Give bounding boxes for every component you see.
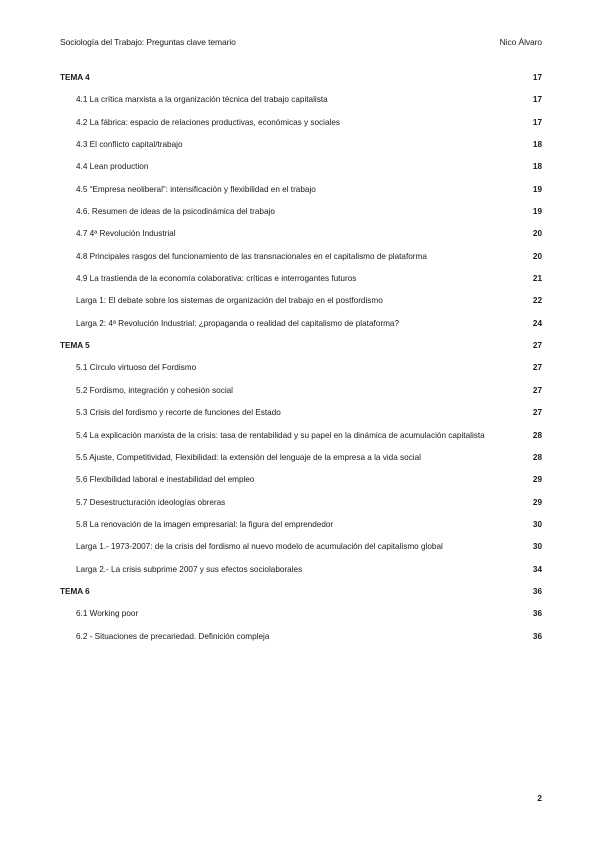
toc-entry-title: 4.4 Lean production xyxy=(76,162,149,172)
toc-entry-title: 5.3 Crisis del fordismo y recorte de funciones del Estado xyxy=(76,408,281,418)
toc-entry-page: 18 xyxy=(532,162,542,172)
toc-entry-title: 4.3 El conflicto capital/trabajo xyxy=(76,140,183,150)
toc-entry[interactable] xyxy=(60,609,542,631)
toc-entry-page: 27 xyxy=(532,385,542,395)
toc-entry-page: 34 xyxy=(532,564,542,574)
toc-heading[interactable] xyxy=(60,587,542,609)
toc-entry[interactable] xyxy=(60,475,542,497)
toc-entry-title: 5.1 Círculo virtuoso del Fordismo xyxy=(76,363,197,373)
toc-entry-page: 20 xyxy=(532,251,542,261)
toc-entry-title: Larga 2.- La crisis subprime 2007 y sus efectos sociolaborales xyxy=(76,564,303,574)
toc-entry-title: 4.9 La trastienda de la economía colaborativa: críticas e interrogantes futuros xyxy=(76,274,357,284)
toc-entry-title: 4.2 La fábrica: espacio de relaciones productivas, económicas y sociales xyxy=(76,117,340,127)
toc-entry[interactable] xyxy=(60,207,542,229)
header-author: Nico Álvaro xyxy=(499,37,542,47)
toc-entry-title: 5.6 Flexibilidad laboral e inestabilidad del empleo xyxy=(76,475,255,485)
toc-entry-title: TEMA 4 xyxy=(60,73,90,82)
toc-entry[interactable] xyxy=(60,319,542,341)
toc-entry[interactable] xyxy=(60,185,542,207)
toc-entry-page: 36 xyxy=(532,586,542,596)
toc-entry-title: 5.4 La explicación marxista de la crisis: tasa de rentabilidad y su papel en la dinámica de acumulación capitalista xyxy=(76,430,485,440)
header-title: Sociología del Trabajo: Preguntas clave temario xyxy=(60,37,236,47)
toc-entry-page: 30 xyxy=(532,519,542,529)
toc-entry-title: TEMA 6 xyxy=(60,586,90,596)
toc-entry[interactable] xyxy=(60,453,542,475)
table-of-contents xyxy=(60,73,542,654)
toc-entry-title: 6.2 - Situaciones de precariedad. Definición compleja xyxy=(76,631,270,641)
toc-entry-title: 5.5 Ajuste, Competitividad, Flexibilidad: la extensión del lenguaje de la empresa a la vida social xyxy=(76,452,421,462)
toc-entry[interactable] xyxy=(60,520,542,542)
toc-entry-title: 4.5 “Empresa neoliberal”: intensificación y flexibilidad en el trabajo xyxy=(76,184,316,194)
toc-entry-page: 27 xyxy=(532,408,542,418)
toc-entry-title: Larga 1: El debate sobre los sistemas de organización del trabajo en el postfordismo xyxy=(76,296,383,306)
toc-entry-page: 29 xyxy=(532,497,542,507)
toc-entry[interactable] xyxy=(60,565,542,587)
toc-entry-page: 19 xyxy=(532,207,542,217)
toc-entry[interactable] xyxy=(60,386,542,408)
toc-heading[interactable] xyxy=(60,341,542,363)
page-number: 2 xyxy=(537,793,542,803)
toc-entry-title: 5.8 La renovación de la imagen empresarial: la figura del emprendedor xyxy=(76,519,334,529)
toc-entry[interactable] xyxy=(60,408,542,430)
toc-entry-page: 19 xyxy=(532,184,542,194)
toc-entry-page: 28 xyxy=(532,452,542,462)
toc-entry-page: 27 xyxy=(532,341,542,351)
toc-entry[interactable] xyxy=(60,296,542,318)
toc-entry[interactable] xyxy=(60,229,542,251)
toc-entry[interactable] xyxy=(60,632,542,654)
toc-entry-page: 18 xyxy=(532,140,542,150)
toc-entry[interactable] xyxy=(60,498,542,520)
toc-entry-title: 4.1 La crítica marxista a la organización técnica del trabajo capitalista xyxy=(76,95,328,105)
toc-entry[interactable] xyxy=(60,118,542,140)
toc-entry-page: 27 xyxy=(532,363,542,373)
toc-entry-page: 36 xyxy=(532,631,542,641)
toc-entry-title: Larga 2: 4ª Revolución Industrial: ¿propaganda o realidad del capitalismo de plataforma? xyxy=(76,318,399,328)
toc-entry-page: 28 xyxy=(532,430,542,440)
toc-entry-title: 4.6. Resumen de ideas de la psicodinámica del trabajo xyxy=(76,207,275,217)
toc-entry[interactable] xyxy=(60,252,542,274)
toc-entry-title: 4.8 Principales rasgos del funcionamiento de las transnacionales en el capitalismo de plataforma xyxy=(76,251,427,261)
toc-entry-title: Larga 1.- 1973-2007: de la crisis del fordismo al nuevo modelo de acumulación del capitalismo global xyxy=(76,542,443,552)
toc-entry-title: TEMA 5 xyxy=(60,341,90,351)
toc-entry-page: 21 xyxy=(532,274,542,284)
toc-entry-page: 20 xyxy=(532,229,542,239)
toc-entry-page: 17 xyxy=(532,73,542,82)
toc-entry[interactable] xyxy=(60,140,542,162)
toc-entry-title: 6.1 Working poor xyxy=(76,609,139,619)
toc-entry-title: 4.7 4ª Revolución Industrial xyxy=(76,229,176,239)
toc-entry-page: 30 xyxy=(532,542,542,552)
toc-entry-page: 29 xyxy=(532,475,542,485)
toc-entry-page: 24 xyxy=(532,318,542,328)
toc-entry-title: 5.2 Fordismo, integración y cohesión social xyxy=(76,385,234,395)
toc-entry-page: 22 xyxy=(532,296,542,306)
toc-entry-page: 17 xyxy=(532,95,542,105)
toc-heading[interactable] xyxy=(60,73,542,95)
toc-entry[interactable] xyxy=(60,363,542,385)
toc-entry[interactable] xyxy=(60,95,542,117)
toc-entry[interactable] xyxy=(60,162,542,184)
toc-entry[interactable] xyxy=(60,431,542,453)
toc-entry[interactable] xyxy=(60,542,542,564)
toc-entry-page: 17 xyxy=(532,117,542,127)
page-header xyxy=(60,37,542,47)
toc-entry-page: 36 xyxy=(532,609,542,619)
toc-entry[interactable] xyxy=(60,274,542,296)
toc-entry-title: 5.7 Desestructuración ideologías obreras xyxy=(76,497,226,507)
